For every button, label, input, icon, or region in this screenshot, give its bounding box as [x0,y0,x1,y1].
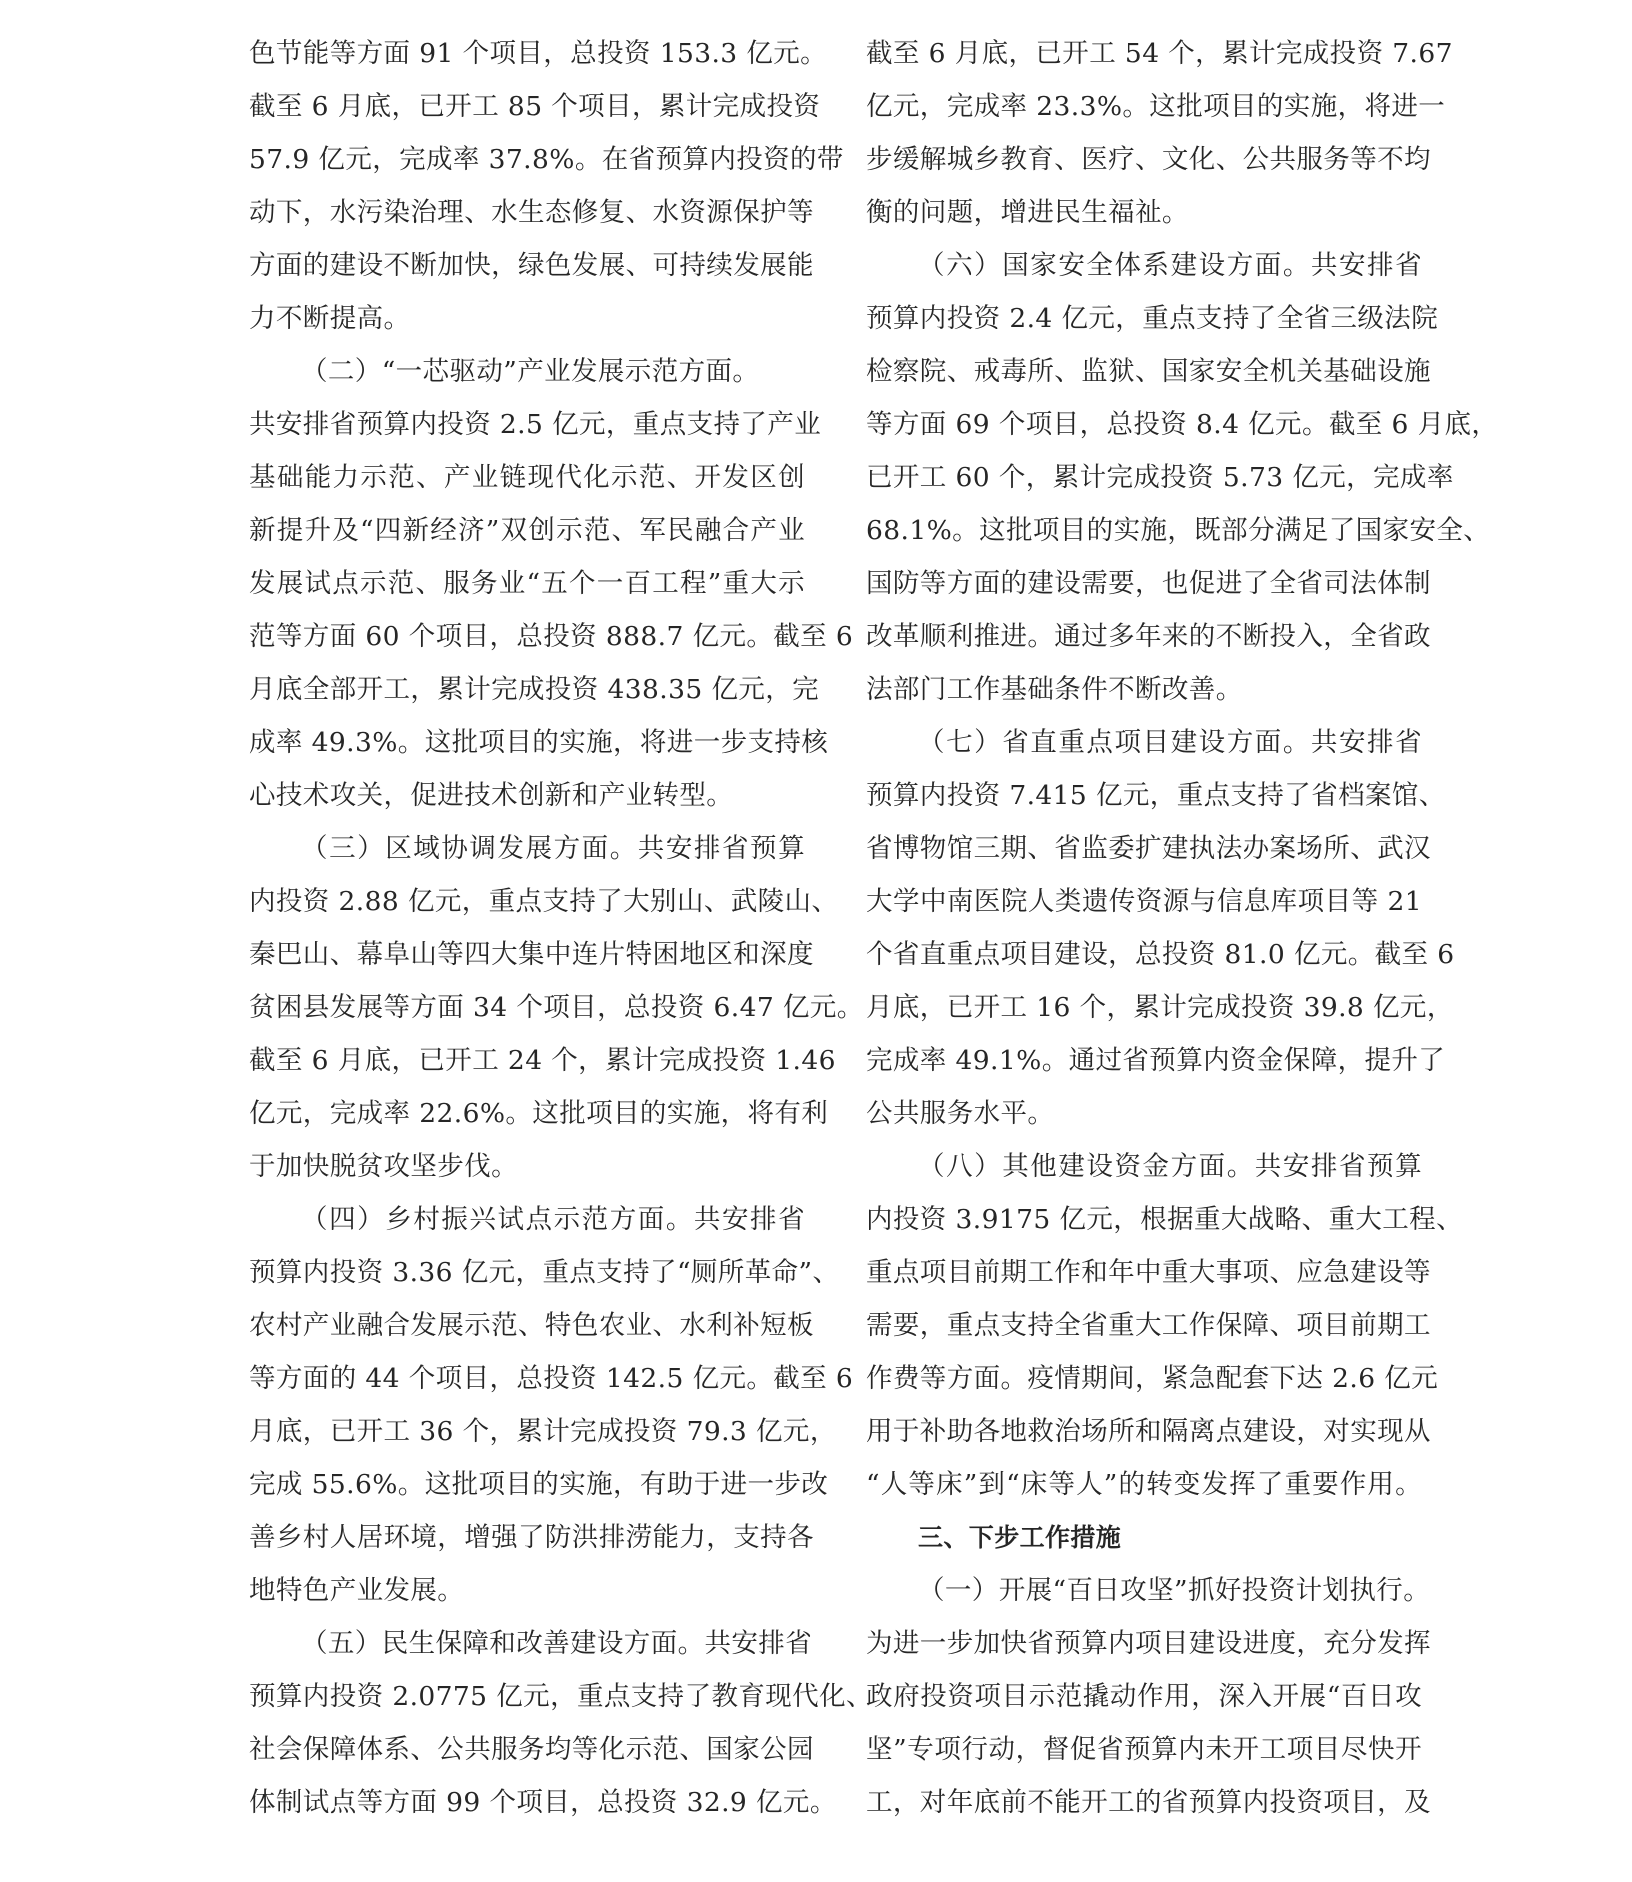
text-line: 衡的问题，增进民生福祉。 [866,197,1189,228]
text-line: 国防等方面的建设需要，也促进了全省司法体制 [866,568,1431,599]
text-line: 新提升及“四新经济”双创示范、军民融合产业 [249,515,805,546]
text-line: 月底，已开工 16 个，累计完成投资 39.8 亿元， [866,992,1454,1023]
text-line: 亿元，完成率 23.3%。这批项目的实施，将进一 [866,91,1446,122]
text-line: （四）乡村振兴试点示范方面。共安排省 [301,1204,805,1235]
text-line: 完成率 49.1%。通过省预算内资金保障，提升了 [866,1045,1446,1076]
text-line: 社会保障体系、公共服务均等化示范、国家公园 [249,1734,814,1765]
text-line: 发展试点示范、服务业“五个一百工程”重大示 [249,568,805,599]
text-line: 成率 49.3%。这批项目的实施，将进一步支持核 [249,727,829,758]
text-line: 范等方面 60 个项目，总投资 888.7 亿元。截至 6 [249,621,854,652]
text-line: 为进一步加快省预算内项目建设进度，充分发挥 [866,1628,1431,1659]
text-line: 方面的建设不断加快，绿色发展、可持续发展能 [249,250,814,281]
text-line: 农村产业融合发展示范、特色农业、水利补短板 [249,1310,814,1341]
text-line: “人等床”到“床等人”的转变发挥了重要作用。 [866,1469,1422,1500]
text-line: 共安排省预算内投资 2.5 亿元，重点支持了产业 [249,409,822,440]
text-line: （二）“一芯驱动”产业发展示范方面。 [301,356,760,387]
text-line: 工，对年底前不能开工的省预算内投资项目，及 [866,1787,1431,1818]
text-line: 于加快脱贫攻坚步伐。 [249,1151,518,1182]
text-line: 截至 6 月底，已开工 85 个项目，累计完成投资 [249,91,821,122]
text-line: 等方面的 44 个项目，总投资 142.5 亿元。截至 6 [249,1363,854,1394]
text-line: 色节能等方面 91 个项目，总投资 153.3 亿元。 [249,38,828,69]
text-line: 法部门工作基础条件不断改善。 [866,674,1243,705]
text-line: 基础能力示范、产业链现代化示范、开发区创 [249,462,805,493]
text-line: 贫困县发展等方面 34 个项目，总投资 6.47 亿元。 [249,992,864,1023]
text-line: 步缓解城乡教育、医疗、文化、公共服务等不均 [866,144,1431,175]
right-text-column [866,32,1499,1834]
text-line: 坚”专项行动，督促省预算内未开工项目尽快开 [866,1734,1422,1765]
text-line: 月底全部开工，累计完成投资 438.35 亿元，完 [249,674,820,705]
text-line: 力不断提高。 [249,303,411,334]
text-line: （六）国家安全体系建设方面。共安排省 [918,250,1422,281]
text-line: 检察院、戒毒所、监狱、国家安全机关基础设施 [866,356,1431,387]
text-line: 个省直重点项目建设，总投资 81.0 亿元。截至 6 [866,939,1455,970]
text-line: 秦巴山、幕阜山等四大集中连片特困地区和深度 [249,939,814,970]
text-line: 善乡村人居环境，增强了防洪排涝能力，支持各 [249,1522,814,1553]
text-line: 重点项目前期工作和年中重大事项、应急建设等 [866,1257,1431,1288]
text-line: 预算内投资 7.415 亿元，重点支持了省档案馆、 [866,780,1446,811]
text-line: 68.1%。这批项目的实施，既部分满足了国家安全、 [866,515,1491,546]
text-line: 大学中南医院人类遗传资源与信息库项目等 21 [866,886,1422,917]
text-line: 月底，已开工 36 个，累计完成投资 79.3 亿元， [249,1416,837,1447]
text-line: 需要，重点支持全省重大工作保障、项目前期工 [866,1310,1431,1341]
text-line: 截至 6 月底，已开工 54 个，累计完成投资 7.67 [866,38,1453,69]
text-line: 预算内投资 2.0775 亿元，重点支持了教育现代化、 [249,1681,873,1712]
text-line: 省博物馆三期、省监委扩建执法办案场所、武汉 [866,833,1431,864]
text-line: （三）区域协调发展方面。共安排省预算 [301,833,805,864]
text-line: 等方面 69 个项目，总投资 8.4 亿元。截至 6 月底， [866,409,1499,440]
text-line: 截至 6 月底，已开工 24 个，累计完成投资 1.46 [249,1045,836,1076]
text-line: 心技术攻关，促进技术创新和产业转型。 [249,780,734,811]
text-line: （八）其他建设资金方面。共安排省预算 [918,1151,1422,1182]
text-line: 57.9 亿元，完成率 37.8%。在省预算内投资的带 [249,144,844,175]
text-line: （一）开展“百日攻坚”抓好投资计划执行。 [918,1575,1431,1606]
text-line: 预算内投资 3.36 亿元，重点支持了“厕所革命”、 [249,1257,840,1288]
text-line: 亿元，完成率 22.6%。这批项目的实施，将有利 [249,1098,829,1129]
left-text-column [249,32,873,1834]
text-line: 内投资 2.88 亿元，重点支持了大别山、武陵山、 [249,886,839,917]
text-line: 改革顺利推进。通过多年来的不断投入，全省政 [866,621,1431,652]
text-line: 政府投资项目示范撬动作用，深入开展“百日攻 [866,1681,1422,1712]
text-line: 内投资 3.9175 亿元，根据重大战略、重大工程、 [866,1204,1463,1235]
text-line: 完成 55.6%。这批项目的实施，有助于进一步改 [249,1469,829,1500]
text-line: 作费等方面。疫情期间，紧急配套下达 2.6 亿元 [866,1363,1439,1394]
text-line: 公共服务水平。 [866,1098,1055,1129]
text-line: 用于补助各地救治场所和隔离点建设，对实现从 [866,1416,1431,1447]
text-line: 动下，水污染治理、水生态修复、水资源保护等 [249,197,814,228]
section-heading: 三、下步工作措施 [918,1523,1122,1552]
text-line: 地特色产业发展。 [249,1575,465,1606]
text-line: （七）省直重点项目建设方面。共安排省 [918,727,1422,758]
text-line: 体制试点等方面 99 个项目，总投资 32.9 亿元。 [249,1787,837,1818]
text-line: 预算内投资 2.4 亿元，重点支持了全省三级法院 [866,303,1439,334]
text-line: （五）民生保障和改善建设方面。共安排省 [301,1628,813,1659]
text-line: 已开工 60 个，累计完成投资 5.73 亿元，完成率 [866,462,1454,493]
